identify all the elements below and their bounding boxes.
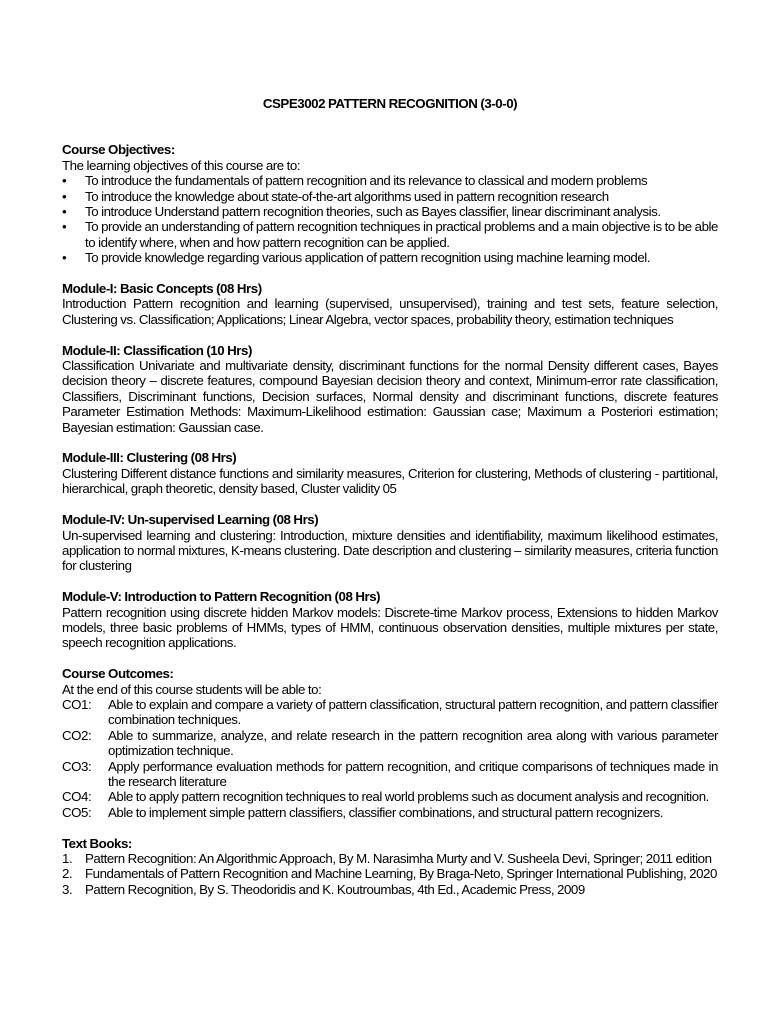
module-5-section — [62, 589, 718, 651]
module-4-body: Un-supervised learning and clustering: Introduction, mixture densities and identifiability, maximum likelihood estimates, application to normal mixtures, K-means clustering. Date description and clustering – similarity measures, criteria function for clustering — [62, 527, 718, 574]
objectives-heading: Course Objectives: — [62, 142, 175, 158]
module-4-section — [62, 512, 718, 574]
module-3-heading: Module-III: Clustering (08 Hrs) — [62, 450, 237, 466]
textbook-text: Pattern Recognition: An Algorithmic Approach, By M. Narasimha Murty and V. Susheela Devi, Springer; 2011 edition — [85, 850, 712, 866]
outcome-item — [62, 697, 718, 728]
module-1-body: Introduction Pattern recognition and learning (supervised, unsupervised), training and test sets, feature selection, Clustering vs. Classification; Applications; Linear Algebra, vector spaces, probability theory, estimation techniques — [62, 296, 718, 327]
bullet-icon: • — [62, 250, 67, 266]
outcomes-intro: At the end of this course students will be able to: — [62, 681, 322, 697]
textbook-number: 1. — [62, 850, 73, 866]
outcome-item — [62, 789, 718, 804]
outcomes-section — [62, 666, 718, 820]
objective-text: To introduce the fundamentals of pattern recognition and its relevance to classical and modern problems — [85, 173, 648, 189]
module-5-body: Pattern recognition using discrete hidden Markov models: Discrete-time Markov process, Extensions to hidden Markov models, three basic problems of HMMs, types of HMM, continuous observation densities, multiple mixtures per state, speech recognition applications. — [62, 604, 718, 651]
module-4-heading: Module-IV: Un-supervised Learning (08 Hrs) — [62, 512, 319, 528]
outcome-item — [62, 805, 718, 820]
textbook-item — [62, 882, 718, 897]
module-5-heading: Module-V: Introduction to Pattern Recognition (08 Hrs) — [62, 589, 381, 605]
textbook-text: Fundamentals of Pattern Recognition and Machine Learning, By Braga-Neto, Springer International Publishing, 2020 — [85, 866, 717, 882]
objective-item — [62, 189, 718, 204]
objective-text: To provide an understanding of pattern recognition techniques in practical problems and a main objective is to be able to identify where, when and how pattern recognition can be applied. — [85, 219, 718, 250]
objective-text: To introduce the knowledge about state-of-the-art algorithms used in pattern recognition research — [85, 188, 609, 204]
outcome-code: CO1: — [62, 696, 92, 712]
module-3-body: Clustering Different distance functions and similarity measures, Criterion for clustering, Methods of clustering - partitional, hierarchical, graph theoretic, density based, Cluster validity 05 — [62, 465, 718, 497]
outcome-text: Able to summarize, analyze, and relate research in the pattern recognition area along with various parameter optimization technique. — [108, 727, 718, 759]
course-title: CSPE3002 PATTERN RECOGNITION (3-0-0) — [262, 96, 518, 111]
objective-item — [62, 250, 718, 265]
textbook-number: 3. — [62, 881, 73, 897]
outcomes-list — [62, 697, 718, 820]
bullet-icon: • — [62, 173, 67, 189]
objectives-list — [62, 173, 718, 265]
objective-item — [62, 173, 718, 188]
textbooks-heading: Text Books: — [62, 835, 132, 851]
module-2-heading: Module-II: Classification (10 Hrs) — [62, 342, 252, 358]
outcome-text: Able to apply pattern recognition techniques to real world problems such as document analysis and recognition. — [108, 789, 709, 805]
module-1-heading: Module-I: Basic Concepts (08 Hrs) — [62, 281, 262, 297]
module-2-body: Classification Univariate and multivariate density, discriminant functions for the normal Density different cases, Bayes decision theory – discrete features, compound Bayesian decision theory and context, Minimum-error rate classification, Classifiers, Discriminant functions, Decision surfaces, Normal density and discriminant functions, discrete features Parameter Estimation Methods: Maximum-Likelihood estimation: Gaussian case; Maximum a Posteriori estimation; Bayesian estimation: Gaussian case. — [62, 358, 718, 435]
module-3-section — [62, 450, 718, 496]
outcomes-heading: Course Outcomes: — [62, 666, 174, 682]
outcome-code: CO4: — [62, 789, 92, 805]
objective-text: To provide knowledge regarding various application of pattern recognition using machine learning model. — [85, 250, 651, 266]
outcome-code: CO5: — [62, 804, 92, 820]
textbook-item — [62, 851, 718, 866]
textbooks-section — [62, 836, 718, 898]
objective-item — [62, 219, 718, 250]
module-2-section — [62, 343, 718, 435]
syllabus-document — [62, 96, 718, 913]
outcome-code: CO3: — [62, 758, 92, 774]
outcome-item — [62, 759, 718, 790]
textbook-item — [62, 866, 718, 881]
outcome-text: Able to explain and compare a variety of pattern classification, structural pattern recognition, and pattern classifier combination techniques. — [108, 696, 718, 728]
module-1-section — [62, 281, 718, 327]
objectives-section — [62, 142, 718, 265]
bullet-icon: • — [62, 204, 67, 220]
objectives-intro: The learning objectives of this course are to: — [62, 157, 301, 173]
objective-text: To introduce Understand pattern recognition theories, such as Bayes classifier, linear discriminant analysis. — [85, 204, 661, 220]
textbook-text: Pattern Recognition, By S. Theodoridis and K. Koutroumbas, 4th Ed., Academic Press, 2009 — [85, 881, 585, 897]
bullet-icon: • — [62, 219, 67, 235]
outcome-item — [62, 728, 718, 759]
textbook-number: 2. — [62, 866, 73, 882]
bullet-icon: • — [62, 188, 67, 204]
textbooks-list — [62, 851, 718, 897]
outcome-text: Able to implement simple pattern classifiers, classifier combinations, and structural pattern recognizers. — [108, 804, 664, 820]
outcome-code: CO2: — [62, 727, 92, 743]
objective-item — [62, 204, 718, 219]
outcome-text: Apply performance evaluation methods for pattern recognition, and critique comparisons of techniques made in the research literature — [108, 758, 718, 789]
